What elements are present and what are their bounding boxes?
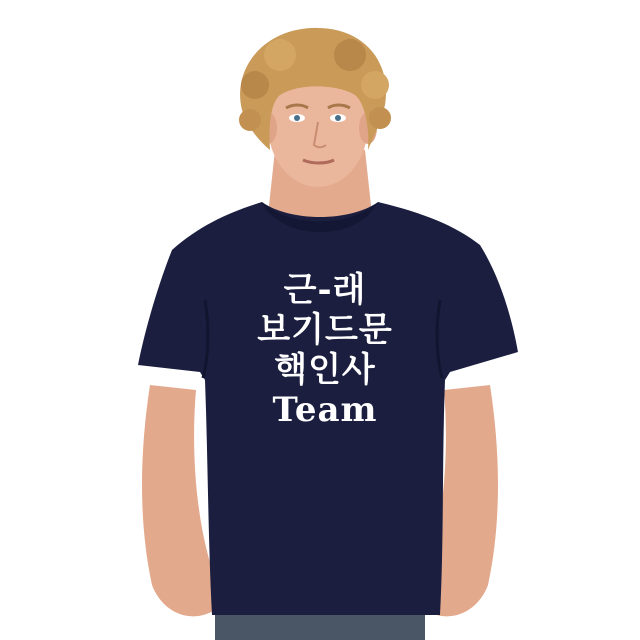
print-line-1: 근-래 [283, 270, 367, 310]
print-line-2: 보기드문 [257, 310, 393, 350]
shirt-print [210, 270, 440, 430]
print-line-4: Team [272, 390, 378, 430]
print-line-3: 핵인사 [274, 350, 376, 390]
jeans [215, 612, 425, 640]
